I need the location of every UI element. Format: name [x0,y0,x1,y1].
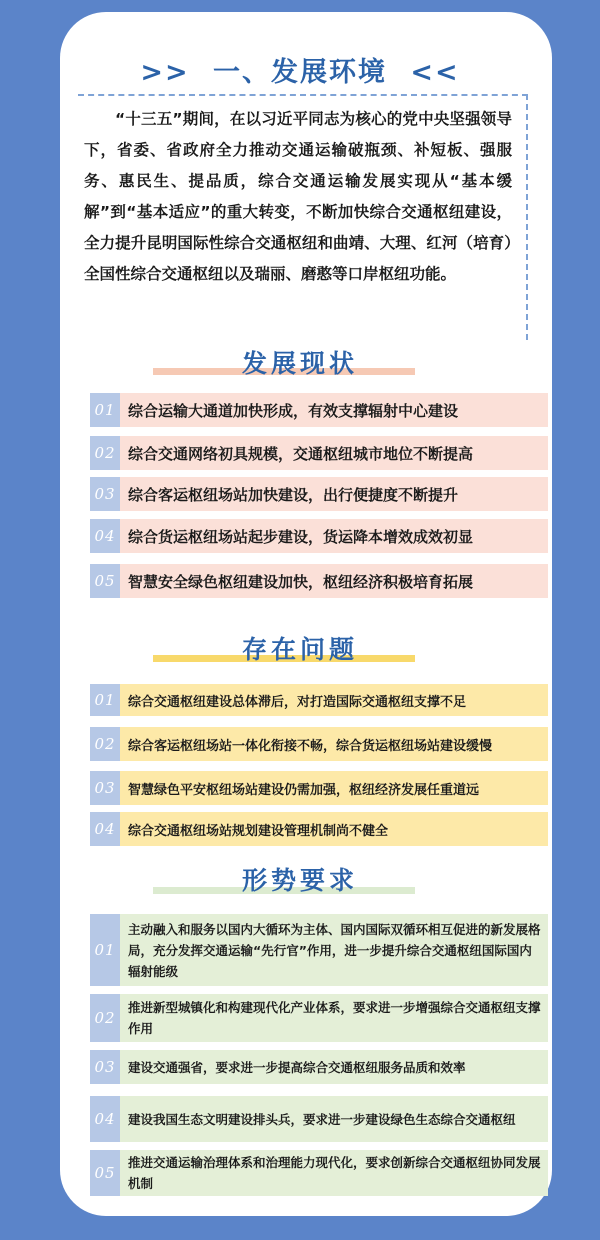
problem-item [90,771,548,805]
requirement-item [90,1096,548,1142]
item-number: 03 [90,771,120,805]
item-number: 02 [90,727,120,761]
problem-item [90,812,548,846]
item-text: 智慧绿色平安枢纽场站建设仍需加强，枢纽经济发展任重道远 [120,771,548,805]
item-number: 01 [90,914,120,986]
item-number: 03 [90,477,120,511]
item-text: 综合客运枢纽场站加快建设，出行便捷度不断提升 [120,477,548,511]
problem-item [90,684,548,716]
item-text: 推进交通运输治理体系和治理能力现代化，要求创新综合交通枢纽协同发展机制 [120,1150,548,1196]
item-text: 综合客运枢纽场站一体化衔接不畅，综合货运枢纽场站建设缓慢 [120,727,548,761]
requirement-item [90,1150,548,1196]
item-number: 04 [90,519,120,553]
item-number: 04 [90,1096,120,1142]
requirement-item [90,1050,548,1084]
item-text: 建设我国生态文明建设排头兵，要求进一步建设绿色生态综合交通枢纽 [120,1096,548,1142]
item-number: 02 [90,436,120,470]
item-number: 05 [90,1150,120,1196]
section-title-requirements: 形势要求 [241,866,358,895]
item-text: 综合运输大通道加快形成，有效支撑辐射中心建设 [120,393,548,427]
item-text: 综合交通枢纽建设总体滞后，对打造国际交通枢纽支撑不足 [120,684,548,716]
title-text: 一、发展环境 [213,57,387,88]
item-number: 03 [90,1050,120,1084]
item-text: 主动融入和服务以国内大循环为主体、国内国际双循环相互促进的新发展格局，充分发挥交通运输“先行官”作用，进一步提升综合交通枢纽国际国内辐射能级 [120,914,548,986]
requirement-item [90,994,548,1042]
requirement-item [90,914,548,986]
status-item [90,519,548,553]
item-text: 综合交通枢纽场站规划建设管理机制尚不健全 [120,812,548,846]
left-arrows: >> [140,57,190,88]
status-item [90,393,548,427]
item-number: 02 [90,994,120,1042]
item-text: 综合交通网络初具规模，交通枢纽城市地位不断提高 [120,436,548,470]
item-text: 综合货运枢纽场站起步建设，货运降本增效成效初显 [120,519,548,553]
status-item [90,436,548,470]
item-number: 05 [90,564,120,598]
status-item [90,564,548,598]
section-title-problems: 存在问题 [241,635,358,664]
item-number: 01 [90,393,120,427]
item-number: 04 [90,812,120,846]
status-item [90,477,548,511]
section-title-status: 发展现状 [241,349,358,378]
problem-item [90,727,548,761]
item-text: 智慧安全绿色枢纽建设加快，枢纽经济积极培育拓展 [120,564,548,598]
item-number: 01 [90,684,120,716]
item-text: 建设交通强省，要求进一步提高综合交通枢纽服务品质和效率 [120,1050,548,1084]
right-arrows: << [410,57,460,88]
item-text: 推进新型城镇化和构建现代化产业体系，要求进一步增强综合交通枢纽支撑作用 [120,994,548,1042]
intro-paragraph: “十三五”期间，在以习近平同志为核心的党中央坚强领导下，省委、省政府全力推动交通运输破瓶颈、补短板、强服务、惠民生、提品质，综合交通运输发展实现从“基本缓解”到“基本适应”的重大转变，不断加快综合交通枢纽建设，全力提升昆明国际性综合交通枢纽和曲靖、大理、红河（培育）全国性综合交通枢纽以及瑞丽、磨憨等口岸枢纽功能。 [84,110,512,283]
page-title [0,50,600,89]
